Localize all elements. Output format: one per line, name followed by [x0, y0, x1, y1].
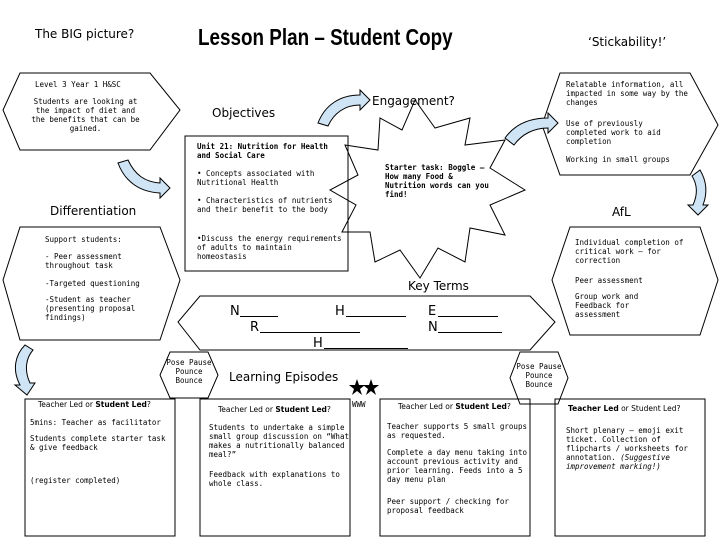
- differentiation-label: Differentiation: [50, 204, 137, 218]
- ppb-right-text: Pose Pause Pounce Bounce: [516, 362, 562, 389]
- episode5-plenary: Short plenary – emoji exit ticket. Collection of flipcharts / worksheets for annotation. (Suggestive improvement marking!): [566, 426, 688, 471]
- key-term-blank: [324, 335, 408, 349]
- key-term-h2: H: [313, 336, 323, 351]
- key-term-blank: [346, 303, 406, 317]
- episode-box-2: [200, 399, 350, 536]
- objective-item: • Characteristics of nutrients and their benefit to the body: [197, 196, 333, 214]
- afl-peer: Peer assessment: [575, 276, 643, 285]
- led-label-1: Teacher Led or Student Led?: [38, 400, 151, 409]
- starter-task: Starter task: Boggle –How many Food & Nutrition words can you find!: [385, 163, 489, 199]
- www-label: WWW: [352, 400, 366, 409]
- stick-item: Use of previously completed work to aid completion: [566, 119, 661, 146]
- peer-assessment-text: - Peer assessment throughout task: [45, 252, 122, 270]
- curved-arrow-top-left: [118, 160, 170, 198]
- key-term-n2: N: [428, 320, 438, 335]
- learning-episodes-label: Learning Episodes: [229, 370, 339, 384]
- episode1-body: Students complete starter task & give feedback: [30, 434, 166, 452]
- ppb-left-text: Pose Pause Pounce Bounce: [166, 358, 212, 385]
- episode1-register: (register completed): [30, 476, 121, 485]
- stickability-label: ‘Stickability!’: [588, 35, 667, 49]
- engagement-label: Engagement?: [372, 94, 455, 108]
- support-label: Support students:: [45, 235, 122, 244]
- led-label-5: Teacher Led or Student Led?: [568, 404, 681, 413]
- key-term-r: R: [250, 320, 260, 335]
- objective-item: •Discuss the energy requirements of adults to maintain homeostasis: [197, 234, 342, 261]
- stick-item: Working in small groups: [566, 155, 670, 164]
- curved-arrow-right: [688, 170, 708, 215]
- key-term-blank: [438, 319, 502, 333]
- intro-text: Students are looking at the impact of diet and the benefits that can be gained.: [31, 97, 140, 133]
- objectives-label: Objectives: [212, 106, 276, 120]
- key-term-blank: [240, 303, 278, 317]
- key-term-n1: N: [230, 304, 240, 319]
- key-terms-label: Key Terms: [408, 279, 469, 293]
- afl-group: Group work and Feedback for assessment: [575, 292, 639, 319]
- key-term-e: E: [428, 304, 437, 319]
- page-title: Lesson Plan – Student Copy: [198, 24, 453, 50]
- led-label-2: Teacher Led or Student Led?: [218, 405, 331, 414]
- curved-arrow-objectives: [318, 90, 370, 126]
- star-icons: [349, 379, 379, 395]
- curved-arrow-stickability: [505, 113, 558, 145]
- level-label: Level 3 Year 1 H&SC: [35, 80, 121, 89]
- big-picture-label: The BIG picture?: [35, 27, 135, 41]
- afl-label: AfL: [612, 205, 631, 219]
- unit-label: Unit 21: Nutrition for Health and Social Care: [197, 142, 328, 160]
- stick-item: Relatable information, all impacted in some way by the changes: [566, 80, 688, 107]
- objective-item: • Concepts associated with Nutritional Health: [197, 169, 315, 187]
- key-term-h1: H: [335, 304, 345, 319]
- targeted-questioning-text: -Targeted questioning: [45, 279, 140, 288]
- episode3-peer: Peer support / checking for proposal feedback: [387, 497, 509, 515]
- key-term-blank: [438, 303, 498, 317]
- episode1-timing: 5mins: Teacher as facilitator: [30, 418, 161, 427]
- curved-arrow-left: [15, 345, 35, 395]
- episode2-body: Students to undertake a simple small group discussion on “What makes a nutritionally balanced meal?”: [209, 423, 349, 459]
- episode2-feedback: Feedback with explanations to whole class.: [209, 470, 340, 488]
- student-teacher-text: -Student as teacher (presenting proposal findings): [45, 295, 136, 322]
- key-term-blank: [260, 319, 360, 333]
- afl-individual: Individual completion of critical work – for correction: [575, 238, 684, 265]
- episode3-support: Teacher supports 5 small groups as requested.: [387, 422, 527, 440]
- episode3-task: Complete a day menu taking into account previous activity and prior learning. Feeds into a 5 day menu plan: [387, 448, 527, 484]
- led-label-3: Teacher Led or Student Led?: [398, 402, 511, 411]
